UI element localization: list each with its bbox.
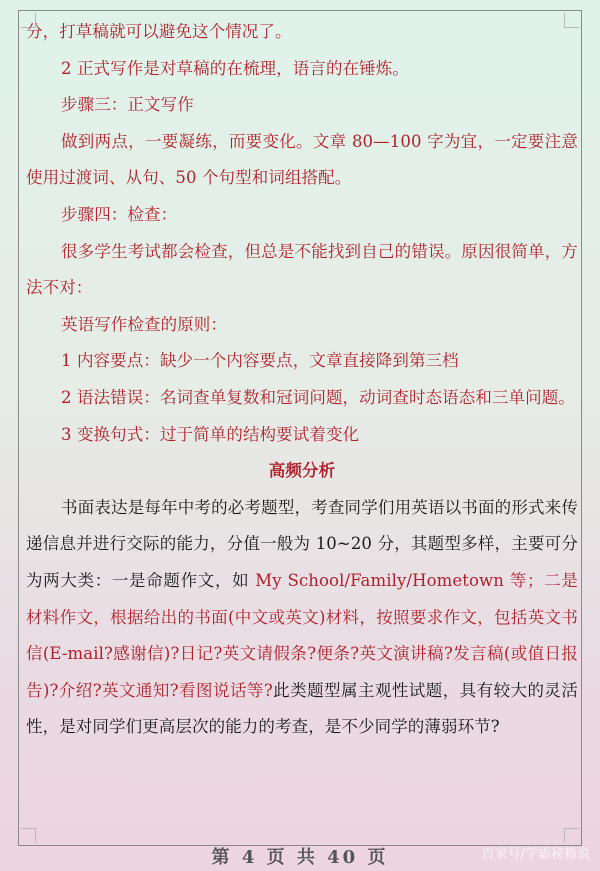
section-title: 高频分析 (268, 461, 336, 481)
paragraph: 1 内容要点：缺少一个内容要点，文章直接降到第三档 (61, 351, 459, 371)
paragraph: 做到两点，一要凝练，而要变化。文章 80—100 字为宜，一定要注意使用过渡词、从句、50 个句型和词组搭配。 (26, 131, 578, 188)
paragraph: 2 语法错误：名词查单复数和冠词问题，动词查时态语态和三单问题。 (61, 387, 575, 407)
paragraph: 英语写作检查的原则： (61, 314, 227, 334)
corner-mark (21, 828, 36, 843)
corner-mark (564, 828, 579, 843)
analysis-paragraph (26, 490, 578, 746)
analysis-highlight: My School/Family/Hometown 等；二是材料作文，根据给出的书面(中文或英文)材料，按照要求作文，包括英文书信(E-mail?感谢信)?日记?英文请假条?便条?英文演讲稿?发言稿(或值日报告)?介绍?英文通知?看图说话等? (26, 570, 578, 700)
document-body (26, 14, 578, 746)
paragraph: 2 正式写作是对草稿的在梳理，语言的在锤炼。 (61, 58, 409, 78)
paragraph: 3 变换句式：过于简单的结构要试着变化 (61, 424, 360, 444)
page-number: 第 4 页 共 40 页 (211, 847, 389, 868)
paragraph: 很多学生考试都会检查，但总是不能找到自己的错误。原因很简单，方法不对： (26, 241, 578, 298)
analysis-text: 书面表达是每年中考的必考题型，考查同学们用英语以书面的形式来传递信息并进行交际的能力，分值一般为 10~20 分，其题型多样，主要可分为两大类：一是命题作文，如 (26, 497, 578, 590)
analysis-text: 此类题型属主观性试题，具有较大的灵活性，是对同学们更高层次的能力的考查，是不少同学的薄弱环节? (26, 680, 578, 737)
paragraph: 分，打草稿就可以避免这个情况了。 (26, 22, 292, 41)
step-heading: 步骤四：检查： (61, 204, 178, 224)
step-heading: 步骤三：正文写作 (61, 95, 194, 115)
watermark: 百家号/学霸秘籍说 (481, 847, 590, 862)
